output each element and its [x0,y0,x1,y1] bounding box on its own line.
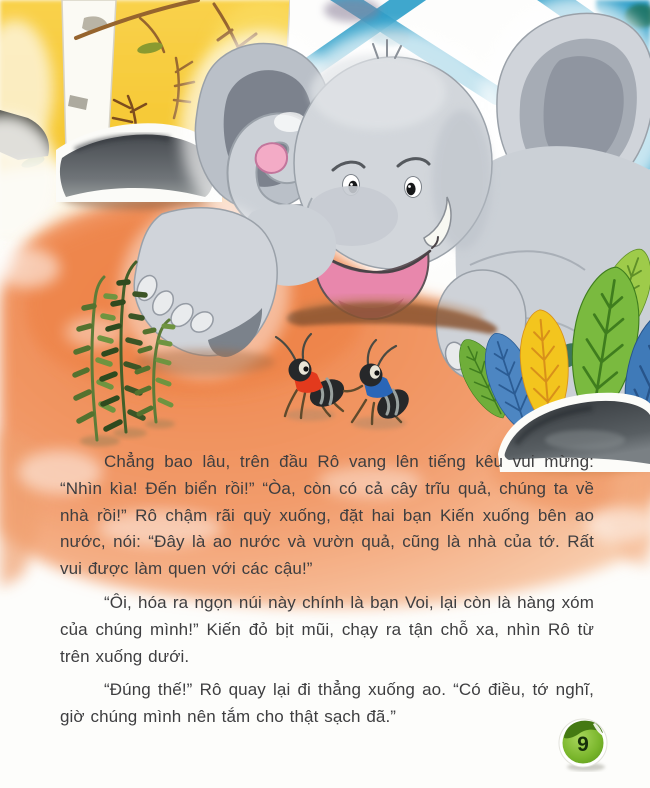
leaf-badge-icon [557,716,611,772]
story-paragraph-2: “Ôi, hóa ra ngọn núi này chính là bạn Voi, lại còn là hàng xóm của chúng mình!” Kiến đỏ bịt mũi, chạy ra tận chỗ xa, nhìn Rô từ trên xuống dưới. [60,592,594,666]
story-paragraph-3: “Đúng thế!” Rô quay lại đi thẳng xuống ao. “Có điều, tớ nghĩ, giờ chúng mình nên tắm cho thật sạch đã.” [60,680,594,727]
story-paragraph-1: Chẳng bao lâu, trên đầu Rô vang lên tiếng kêu vui mừng: “Nhìn kìa! Đến biển rồi!” “Òa, còn có cả cây trĩu quả, chúng ta về nhà rồi!” Rô chậm rãi quỳ xuống, đặt hai bạn Kiến xuống bên ao nước, nói: “Đây là ao nước và vườn quả, cũng là nhà của tớ. Rất vui được làm quen với các cậu!” [60,452,594,579]
page-number: 9 [577,733,589,756]
page-number-badge [557,716,611,772]
trunk-pink-tip [256,143,287,173]
story-text [60,449,594,738]
